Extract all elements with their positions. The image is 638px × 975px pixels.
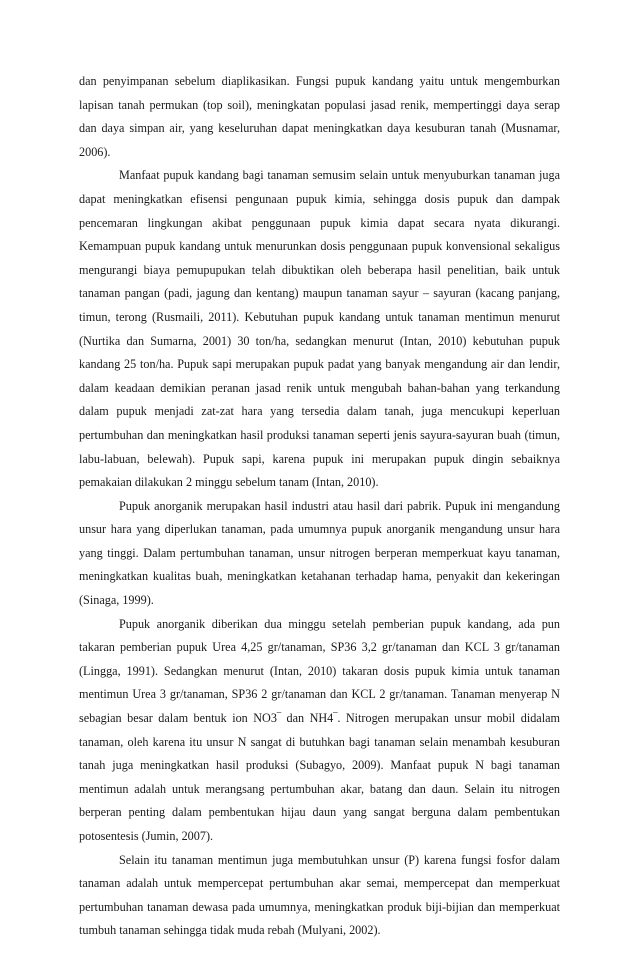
paragraph-2: Manfaat pupuk kandang bagi tanaman semusim selain untuk menyuburkan tanaman juga dapat meningkatkan efisensi pengunaan pupuk kimia, sehingga dosis pupuk dan dampak pencemaran lingkungan akibat penggunaan pupuk kimia dapat secara nyata dikurangi. Kemampuan pupuk kandang untuk menurunkan dosis penggunaan pupuk konvensional sekaligus mengurangi biaya pemupupukan telah dibuktikan oleh beberapa hasil penelitian, baik untuk tanaman pangan (padi, jagung dan kentang) maupun tanaman sayur – sayuran (kacang panjang, timun, terong (Rusmaili, 2011). Kebutuhan pupuk kandang untuk tanaman mentimun menurut (Nurtika dan Sumarna, 2001) 30 ton/ha, sedangkan menurut (Intan, 2010) kebutuhan pupuk kandang 25 ton/ha. Pupuk sapi merupakan pupuk padat yang banyak mengandung air dan lendir, dalam keadaan demikian peranan jasad renik untuk mengubah bahan-bahan yang terkandung dalam pupuk menjadi zat-zat hara yang tersedia dalam tanah, juga mencukupi keperluan pertumbuhan dan meningkatkan hasil produksi tanaman seperti jenis sayura-sayuran buah (timun, labu-labuan, belewah). Pupuk sapi, karena pupuk ini merupakan pupuk dingin sebaiknya pemakaian dilakukan 2 minggu sebelum tanam (Intan, 2010).: [79, 168, 560, 490]
paragraph-1: dan penyimpanan sebelum diaplikasikan. Fungsi pupuk kandang yaitu untuk mengemburkan lapisan tanah permukan (top soil), meningkatan populasi jasad renik, mempertinggi daya serap dan daya simpan air, yang keseluruhan dapat meningkatkan daya kesuburan tanah (Musnamar, 2006).: [79, 74, 560, 159]
paragraph-4: Pupuk anorganik diberikan dua minggu setelah pemberian pupuk kandang, ada pun takaran pemberian pupuk Urea 4,25 gr/tanaman, SP36 3,2 gr/tanaman dan KCL 3 gr/tanaman (Lingga, 1991). Sedangkan menurut (Intan, 2010) takaran dosis pupuk kimia untuk tanaman mentimun Urea 3 gr/tanaman, SP36 2 gr/tanaman dan KCL 2 gr/tanaman. Tanaman menyerap N sebagian besar dalam bentuk ion NO3‾ dan NH4‾. Nitrogen merupakan unsur mobil didalam tanaman, oleh karena itu unsur N sangat di butuhkan bagi tanaman selain menambah kesuburan tanah juga meningkatkan hasil produksi (Subagyo, 2009). Manfaat pupuk N bagi tanaman mentimun adalah untuk merangsang pertumbuhan akar, batang dan daun. Selain itu nitrogen berperan penting dalam pembentukan hijau daun yang sangat berguna dalam pembentukan potosentesis (Jumin, 2007).: [79, 616, 560, 843]
paragraph-5: Selain itu tanaman mentimun juga membutuhkan unsur (P) karena fungsi fosfor dalam tanaman adalah untuk mempercepat pertumbuhan akar semai, mempercepat dan memperkuat pertumbuhan tanaman dewasa pada umumnya, meningkatkan produk biji-bijian dan memperkuat tumbuh tanaman sehingga tidak muda rebah (Mulyani, 2002).: [79, 852, 560, 938]
paragraph-3: Pupuk anorganik merupakan hasil industri atau hasil dari pabrik. Pupuk ini mengandung unsur hara yang diperlukan tanaman, pada umumnya pupuk anorganik mengandung unsur hara yang tinggi. Dalam pertumbuhan tanaman, unsur nitrogen berperan memperkuat kayu tanaman, meningkatkan kualitas buah, meningkatkan ketahanan terhadap hama, penyakit dan kekeringan (Sinaga, 1999).: [79, 498, 560, 608]
